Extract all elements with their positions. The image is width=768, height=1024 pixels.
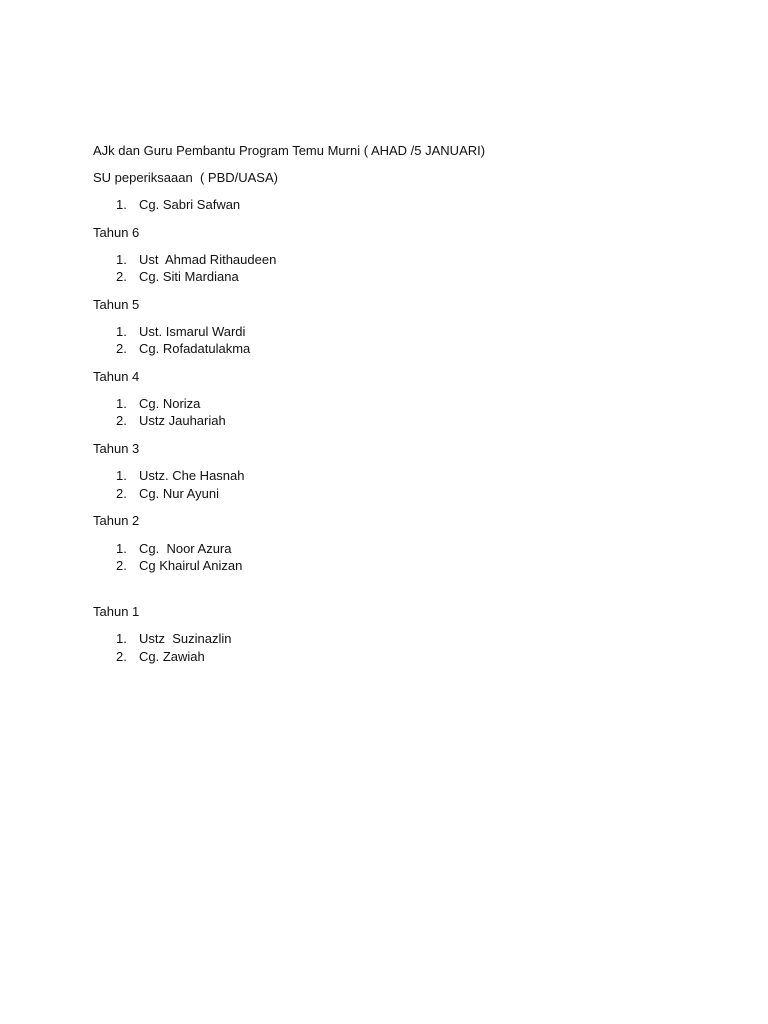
section-heading: Tahun 6 [93,225,140,240]
section-heading: Tahun 5 [93,297,140,312]
section-heading: Tahun 1 [93,604,140,619]
list-item-number: 2. [116,486,127,501]
list-item-number: 2. [116,558,127,573]
list-item-number: 2. [116,269,127,284]
section-heading: Tahun 2 [93,513,140,528]
list-item-number: 2. [116,413,127,428]
list-item: Cg. Nur Ayuni [139,486,219,501]
section-heading: Tahun 4 [93,369,140,384]
section-heading: Tahun 3 [93,441,140,456]
list-item-number: 1. [116,541,127,556]
list-item: Cg. Zawiah [139,649,205,664]
section-heading: SU peperiksaaan ( PBD/UASA) [93,170,278,185]
list-item: Cg. Noriza [139,396,201,411]
list-item: Ustz Suzinazlin [139,631,232,646]
list-item-number: 1. [116,324,127,339]
list-item-number: 1. [116,197,127,212]
list-item: Cg. Noor Azura [139,541,232,556]
list-item-number: 2. [116,649,127,664]
list-item-number: 1. [116,252,127,267]
list-item: Cg. Sabri Safwan [139,197,241,212]
list-item-number: 1. [116,631,127,646]
list-item-number: 2. [116,341,127,356]
list-item-number: 1. [116,468,127,483]
list-item: Ustz. Che Hasnah [139,468,245,483]
list-item: Cg Khairul Anizan [139,558,243,573]
list-item: Ust. Ismarul Wardi [139,324,246,339]
list-item: Ustz Jauhariah [139,413,226,428]
list-item: Ust Ahmad Rithaudeen [139,252,277,267]
document-title: AJk dan Guru Pembantu Program Temu Murni ( AHAD /5 JANUARI) [93,143,486,158]
list-item: Cg. Rofadatulakma [139,341,251,356]
list-item: Cg. Siti Mardiana [139,269,239,284]
list-item-number: 1. [116,396,127,411]
